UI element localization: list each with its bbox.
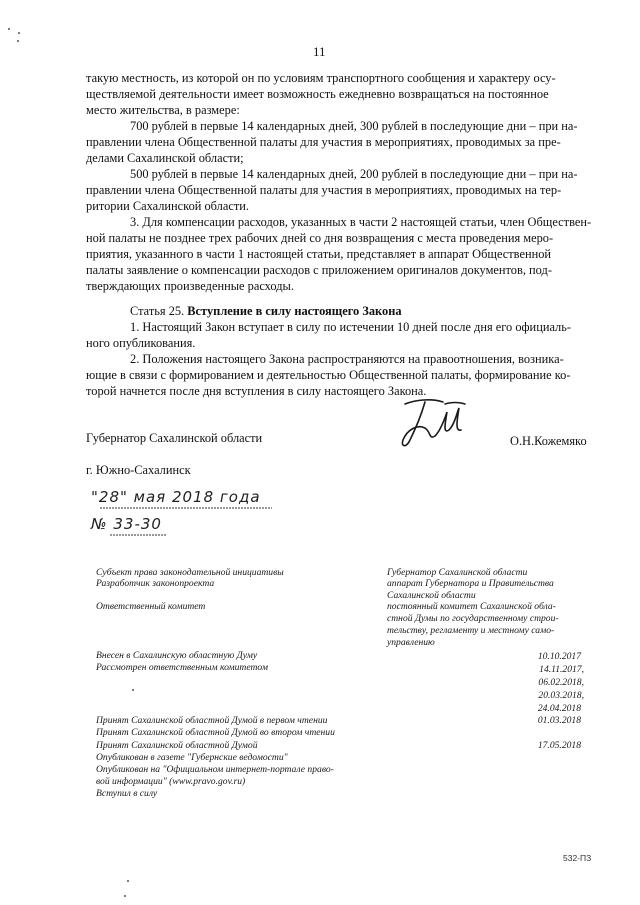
scan-speck <box>18 32 20 34</box>
meta-label: Опубликован на "Официальном интернет-портале право- <box>96 764 334 775</box>
meta-date: 24.04.2018 <box>537 703 581 714</box>
meta-value: постоянный комитет Сахалинской обла- <box>387 601 556 612</box>
body-line: правлении члена Общественной палаты для участия в мероприятиях, проводимых за пре- <box>86 135 561 149</box>
article-prefix: Статья 25. <box>130 304 188 318</box>
meta-label: Разработчик законопроекта <box>96 578 215 589</box>
meta-label: Опубликован в газете "Губернские ведомости" <box>96 752 288 763</box>
body-line: ритории Сахалинской области. <box>86 199 250 213</box>
body-line: такую местность, из которой он по условиям транспортного сообщения и характеру осу- <box>86 71 556 85</box>
scan-speck <box>124 895 126 897</box>
page-number: 11 <box>313 44 326 59</box>
scan-speck <box>127 880 129 882</box>
meta-date: 06.02.2018, <box>538 677 584 688</box>
body-line: место жительства, в размере: <box>86 103 240 117</box>
body-line: палаты заявление о компенсации расходов с приложением оригиналов документов, под- <box>86 263 552 277</box>
governor-name: О.Н.Кожемяко <box>510 434 587 448</box>
body-line: правлении члена Общественной палаты для участия в мероприятиях, проводимых на тер- <box>86 183 562 197</box>
handwritten-signature <box>385 390 481 460</box>
meta-label: Принят Сахалинской областной Думой <box>96 740 258 751</box>
body-line: делами Сахалинской области; <box>86 151 244 165</box>
meta-value: стной Думы по государственному строи- <box>387 613 559 624</box>
number-underline <box>110 533 166 537</box>
body-line: ществляемой деятельности имеет возможность ежедневно возвращаться на постоянное <box>86 87 549 101</box>
meta-date: 01.03.2018 <box>537 715 581 726</box>
meta-date: 10.10.2017 <box>537 651 581 662</box>
meta-date: 14.11.2017, <box>539 664 584 675</box>
meta-label: Принят Сахалинской областной Думой в первом чтении <box>96 715 328 726</box>
meta-value: тельству, регламенту и местному само- <box>387 625 555 636</box>
body-line: приятия, указанного в части 1 настоящей статьи, представляет в аппарат Общественной <box>86 247 552 261</box>
meta-value: аппарат Губернатора и Правительства <box>387 578 554 589</box>
article-line: 2. Положения настоящего Закона распространяются на правоотношения, возника- <box>130 352 564 366</box>
handwritten-number: № 33-30 <box>91 515 162 533</box>
meta-label: Принят Сахалинской областной Думой во втором чтении <box>96 727 335 738</box>
meta-label: Вступил в силу <box>96 788 158 799</box>
meta-date: 17.05.2018 <box>537 740 581 751</box>
article-line: ющие в связи с формированием и деятельностью Общественной палаты, формирование ко- <box>86 368 571 382</box>
body-line: 3. Для компенсации расходов, указанных в части 2 настоящей статьи, член Обществен- <box>130 215 592 229</box>
article-title: Вступление в силу настоящего Закона <box>187 304 402 318</box>
meta-label: Рассмотрен ответственным комитетом <box>96 662 268 673</box>
meta-label: Ответственный комитет <box>96 601 206 612</box>
meta-value: Сахалинской области <box>387 590 476 601</box>
date-underline <box>100 506 272 510</box>
article-line: 1. Настоящий Закон вступает в силу по истечении 10 дней после дня его официаль- <box>130 320 572 334</box>
article-line: ного опубликования. <box>86 336 196 350</box>
article-heading <box>130 303 402 319</box>
document-code: 532-ПЗ <box>563 853 592 863</box>
meta-date: 20.03.2018, <box>538 690 584 701</box>
meta-value: управлению <box>387 637 435 648</box>
article-line: торой начнется после дня вступления в силу настоящего Закона. <box>86 384 427 398</box>
meta-label: Внесен в Сахалинскую областную Думу <box>96 650 258 661</box>
body-line: 500 рублей в первые 14 календарных дней, 200 рублей в последующие дни – при на- <box>130 167 578 181</box>
scan-speck <box>17 40 19 42</box>
meta-value: Губернатор Сахалинской области <box>387 567 528 578</box>
body-line: тверждающих произведенные расходы. <box>86 279 294 293</box>
handwritten-date: "28" мая 2018 года <box>91 488 261 506</box>
body-line: 700 рублей в первые 14 календарных дней, 300 рублей в последующие дни – при на- <box>130 119 578 133</box>
meta-label: вой информации" (www.pravo.gov.ru) <box>96 776 246 787</box>
governor-title: Губернатор Сахалинской области <box>86 431 263 445</box>
city: г. Южно-Сахалинск <box>86 463 191 477</box>
meta-label: Субъект права законодательной инициативы <box>96 567 284 578</box>
body-line: ной палаты не позднее трех рабочих дней со дня возвращения с места проведения меро- <box>86 231 554 245</box>
scan-speck <box>132 689 134 691</box>
scan-speck <box>8 28 10 30</box>
